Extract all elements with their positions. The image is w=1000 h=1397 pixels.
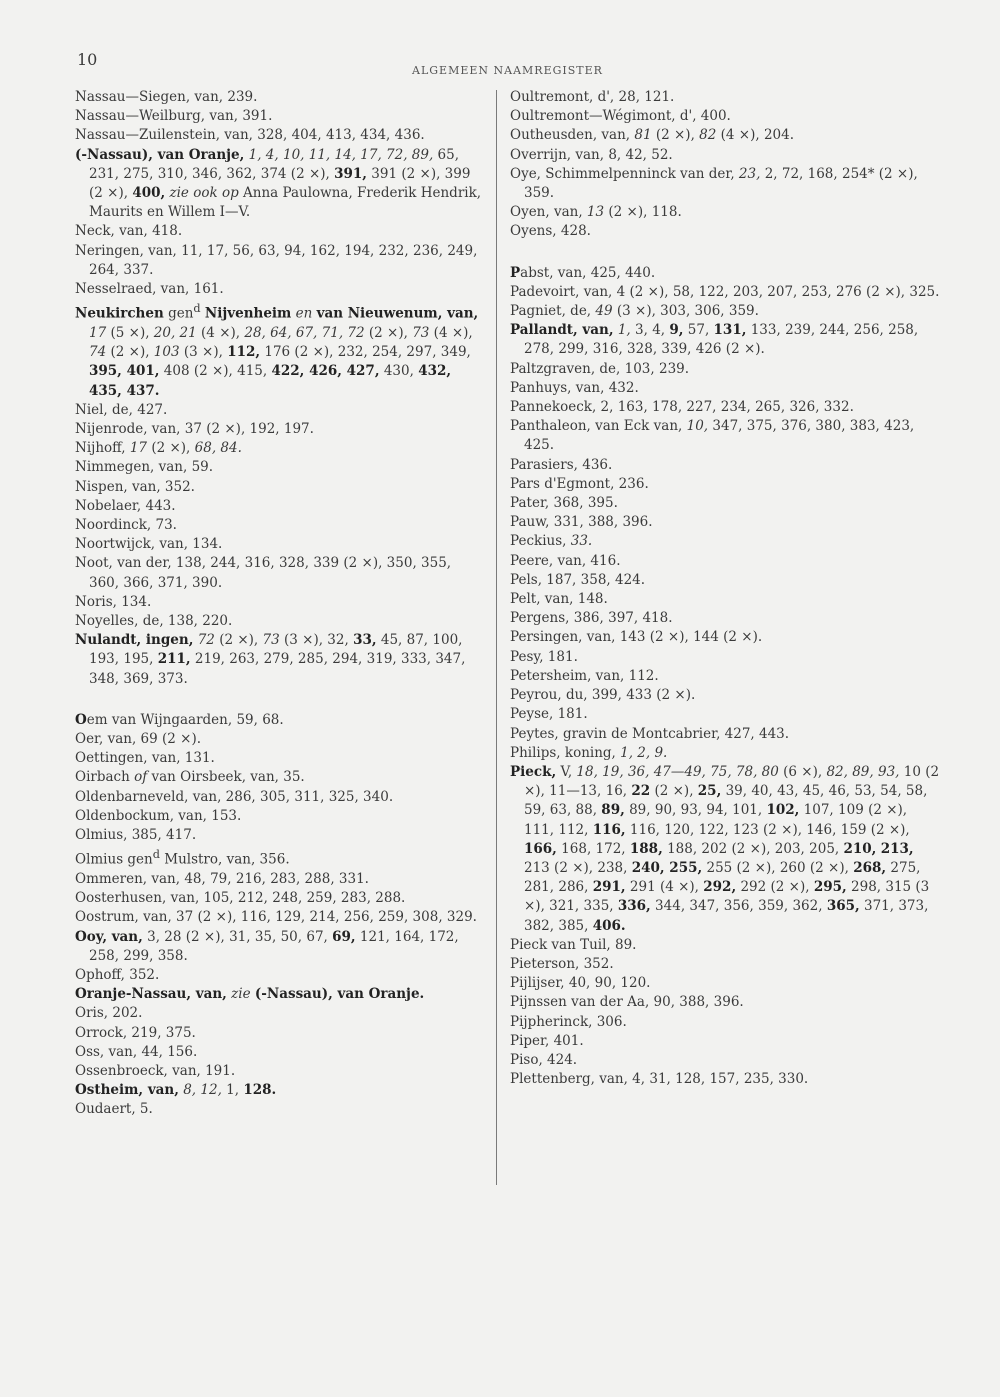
index-entry: Oem van Wijngaarden, 59, 68. <box>75 711 284 728</box>
index-entry: Nimmegen, van, 59. <box>75 459 214 476</box>
index-entry: Oultremont—Wégimont, d', 400. <box>510 108 731 125</box>
index-entry: Nassau—Zuilenstein, van, 328, 404, 413, 434, 436. <box>75 127 425 144</box>
index-entry: Neukirchen gen$^d$ Nijvenheim en van Nieuwenum, van, 17 (5 ×), 20, 21 (4 ×), 28, 64, 67, 71, 72 (2 ×), 73 (4 ×), 74 (2 ×), 103 (3 ×), 112, 176 (2 ×), 232, 254, 297, 349, 395, 401, 408 (2 ×), 415, 422, 426, 427, 430, 432, 435, 437. <box>75 302 479 399</box>
index-entry: Pater, 368, 395. <box>510 495 618 512</box>
index-entry: Pieck, V, 18, 19, 36, 47—49, 75, 78, 80 (6 ×), 82, 89, 93, 10 (2 ×), 11—13, 16, 22 (2 ×), 25, 39, 40, 43, 45, 46, 53, 54, 58, 59, 63, 88, 89, 89, 90, 93, 94, 101, 102, 107, 109 (2 ×), 111, 112, 116, 116, 120, 122, 123 (2 ×), 146, 159 (2 ×), 166, 168, 172, 188, 188, 202 (2 ×), 203, 205, 210, 213, 213 (2 ×), 238, 240, 255, 255 (2 ×), 260 (2 ×), 268, 275, 281, 286, 291, 291 (4 ×), 292, 292 (2 ×), 295, 298, 315 (3 ×), 321, 335, 336, 344, 347, 356, 359, 362, 365, 371, 373, 382, 385, 406. <box>510 763 944 934</box>
index-entry: Oris, 202. <box>75 1005 143 1022</box>
index-entry: Ooy, van, 3, 28 (2 ×), 31, 35, 50, 67, 69, 121, 164, 172, 258, 299, 358. <box>75 928 463 964</box>
index-entry: Oldenbarneveld, van, 286, 305, 311, 325, 340. <box>75 788 394 805</box>
index-entry: Oye, Schimmelpenninck van der, 23, 2, 72, 168, 254* (2 ×), 359. <box>510 165 923 202</box>
index-entry: Noris, 134. <box>75 593 152 610</box>
index-entry: Ossenbroeck, van, 191. <box>75 1062 236 1079</box>
index-entry: Pagniet, de, 49 (3 ×), 303, 306, 359. <box>510 303 759 320</box>
index-entry: Oss, van, 44, 156. <box>75 1043 198 1060</box>
index-entry: Peere, van, 416. <box>510 552 621 569</box>
index-entry: Piper, 401. <box>510 1032 584 1049</box>
index-entry: Pelt, van, 148. <box>510 591 608 608</box>
index-entry: Peyrou, du, 399, 433 (2 ×). <box>510 687 696 704</box>
index-entry: Peckius, 33. <box>510 533 593 550</box>
index-entry: Neringen, van, 11, 17, 56, 63, 94, 162, 194, 232, 236, 249, 264, 337. <box>75 242 482 278</box>
index-entry: Nijhoff, 17 (2 ×), 68, 84. <box>75 440 242 457</box>
index-entry: Orrock, 219, 375. <box>75 1024 196 1041</box>
index-entry: Paltzgraven, de, 103, 239. <box>510 360 690 377</box>
index-entry: Panhuys, van, 432. <box>510 379 639 396</box>
index-entry: Petersheim, van, 112. <box>510 667 659 684</box>
index-entry: Pabst, van, 425, 440. <box>510 264 656 281</box>
page-number: 10 <box>77 50 98 69</box>
index-entry: Philips, koning, 1, 2, 9. <box>510 744 668 761</box>
index-entry: Noordinck, 73. <box>75 516 177 533</box>
index-entry: Pijpherinck, 306. <box>510 1013 627 1030</box>
index-entry: Pars d'Egmont, 236. <box>510 475 649 492</box>
index-entry: Pijlijser, 40, 90, 120. <box>510 975 651 992</box>
index-entry: Niel, de, 427. <box>75 401 168 418</box>
index-entry: Ophoff, 352. <box>75 966 160 983</box>
index-entry: (-Nassau), van Oranje, 1, 4, 10, 11, 14, 17, 72, 89, 65, 231, 275, 310, 346, 362, 374 (2 ×), 391, 391 (2 ×), 399 (2 ×), 400, zie ook op Anna Paulowna, Frederik Hendrik, Maurits en Willem I—V. <box>75 146 486 221</box>
index-entry: Oostrum, van, 37 (2 ×), 116, 129, 214, 256, 259, 308, 329. <box>75 909 477 926</box>
index-entry: Oosterhusen, van, 105, 212, 248, 259, 283, 288. <box>75 890 406 907</box>
section-gap <box>75 689 485 711</box>
index-entry: Persingen, van, 143 (2 ×), 144 (2 ×). <box>510 629 763 646</box>
index-entry: Outheusden, van, 81 (2 ×), 82 (4 ×), 204. <box>510 127 795 144</box>
index-entry: Padevoirt, van, 4 (2 ×), 58, 122, 203, 207, 253, 276 (2 ×), 325. <box>510 283 940 300</box>
index-entry: Pesy, 181. <box>510 648 578 665</box>
index-entry: Oranje-Nassau, van, zie (-Nassau), van Oranje. <box>75 986 425 1003</box>
index-entry: Noortwijck, van, 134. <box>75 536 223 553</box>
index-entry: Pauw, 331, 388, 396. <box>510 514 653 531</box>
index-entry: Nesselraed, van, 161. <box>75 281 224 298</box>
index-entry: Oyen, van, 13 (2 ×), 118. <box>510 204 682 221</box>
index-entry: Oettingen, van, 131. <box>75 750 215 767</box>
index-entry: Oyens, 428. <box>510 223 591 240</box>
column-divider <box>496 90 497 1185</box>
index-entry: Noot, van der, 138, 244, 316, 328, 339 (2 ×), 350, 355, 360, 366, 371, 390. <box>75 555 456 591</box>
index-entry: Nassau—Siegen, van, 239. <box>75 89 258 105</box>
index-column-left <box>75 88 485 1120</box>
index-entry: Olmius, 385, 417. <box>75 827 197 844</box>
index-entry: Nobelaer, 443. <box>75 497 176 514</box>
index-entry: Pieterson, 352. <box>510 955 614 972</box>
index-entry: Nulandt, ingen, 72 (2 ×), 73 (3 ×), 32, 33, 45, 87, 100, 193, 195, 211, 219, 263, 279, 285, 294, 319, 333, 347, 348, 369, 373. <box>75 632 470 687</box>
index-entry: Oudaert, 5. <box>75 1101 153 1118</box>
index-entry: Neck, van, 418. <box>75 223 183 240</box>
index-entry: Noyelles, de, 138, 220. <box>75 612 233 629</box>
index-entry: Olmius gen$^d$ Mulstro, van, 356. <box>75 848 290 868</box>
index-entry: Oldenbockum, van, 153. <box>75 807 242 824</box>
index-entry: Nijenrode, van, 37 (2 ×), 192, 197. <box>75 420 314 437</box>
index-entry: Pieck van Tuil, 89. <box>510 936 637 953</box>
running-head: ALGEMEEN NAAMREGISTER <box>412 64 603 77</box>
index-entry: Pallandt, van, 1, 3, 4, 9, 57, 131, 133, 239, 244, 256, 258, 278, 299, 316, 328, 339, 426 (2 ×). <box>510 322 923 358</box>
index-entry: Pels, 187, 358, 424. <box>510 571 646 588</box>
index-entry: Pannekoeck, 2, 163, 178, 227, 234, 265, 326, 332. <box>510 399 854 416</box>
index-entry: Ostheim, van, 8, 12, 1, 128. <box>75 1082 277 1099</box>
index-entry: Plettenberg, van, 4, 31, 128, 157, 235, 330. <box>510 1071 809 1088</box>
index-column-right <box>510 88 944 1089</box>
index-entry: Oer, van, 69 (2 ×). <box>75 731 202 747</box>
index-entry: Pijnssen van der Aa, 90, 388, 396. <box>510 994 744 1011</box>
index-entry: Parasiers, 436. <box>510 456 613 473</box>
index-entry: Peyse, 181. <box>510 706 588 723</box>
index-entry: Pergens, 386, 397, 418. <box>510 610 673 627</box>
index-entry: Nispen, van, 352. <box>75 478 195 495</box>
index-entry: Piso, 424. <box>510 1051 578 1068</box>
index-entry: Overrijn, van, 8, 42, 52. <box>510 146 673 163</box>
index-entry: Peytes, gravin de Montcabrier, 427, 443. <box>510 725 790 742</box>
section-gap <box>510 242 940 264</box>
index-entry: Ommeren, van, 48, 79, 216, 283, 288, 331. <box>75 870 369 887</box>
index-entry: Nassau—Weilburg, van, 391. <box>75 108 273 125</box>
index-entry: Panthaleon, van Eck van, 10, 347, 375, 376, 380, 383, 423, 425. <box>510 418 919 454</box>
index-entry: Oirbach of van Oirsbeek, van, 35. <box>75 769 305 786</box>
index-entry: Oultremont, d', 28, 121. <box>510 89 675 105</box>
